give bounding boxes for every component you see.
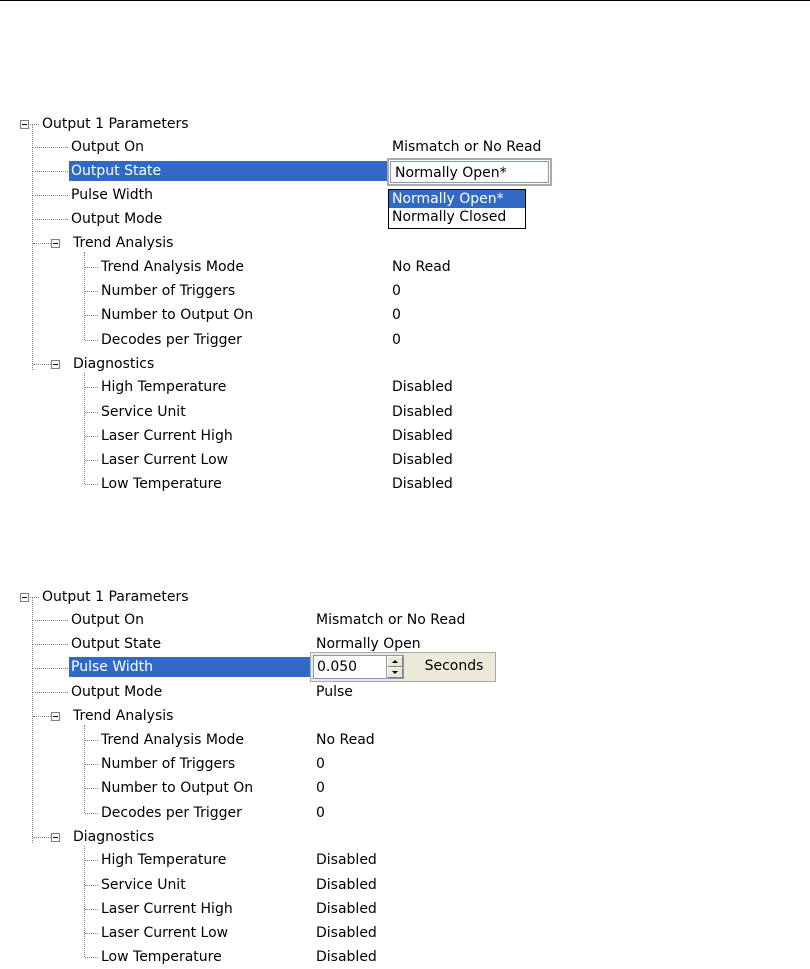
tree-item-number-to-output-on[interactable]: Number to Output On <box>101 307 254 323</box>
tree-connector <box>33 644 68 645</box>
tree-item-pulse-width[interactable]: Pulse Width <box>69 657 311 677</box>
value-number-of-triggers: 0 <box>392 283 401 299</box>
tree-item-output-mode[interactable]: Output Mode <box>71 684 163 700</box>
tree-connector <box>85 340 98 341</box>
tree-connector <box>85 387 98 388</box>
tree-item-output-mode[interactable]: Output Mode <box>71 211 163 227</box>
pulse-width-spinner <box>386 656 403 678</box>
tree-item-service-unit[interactable]: Service Unit <box>101 877 186 893</box>
value-output-state: Normally Open <box>316 636 421 652</box>
page-top-rule <box>0 0 810 1</box>
tree-connector <box>84 252 85 340</box>
tree-connector <box>85 412 98 413</box>
value-output-on: Mismatch or No Read <box>392 139 542 155</box>
value-service-unit: Disabled <box>392 404 453 420</box>
pulse-width-editor <box>310 652 496 682</box>
tree-item-number-of-triggers[interactable]: Number of Triggers <box>101 756 236 772</box>
tree-connector <box>33 692 68 693</box>
tree-connector <box>33 219 68 220</box>
tree-connector <box>85 860 98 861</box>
value-high-temperature: Disabled <box>392 379 453 395</box>
tree-item-decodes-per-trigger[interactable]: Decodes per Trigger <box>101 805 242 821</box>
tree-connector <box>85 788 98 789</box>
tree-connector <box>84 725 85 813</box>
value-number-to-output-on: 0 <box>316 780 325 796</box>
pulse-width-input[interactable]: 0.050 <box>313 655 404 679</box>
tree-connector <box>33 668 68 669</box>
tree-connector <box>85 909 98 910</box>
value-laser-current-high: Disabled <box>316 901 377 917</box>
tree-item-laser-current-high[interactable]: Laser Current High <box>101 428 233 444</box>
tree-node-trend-analysis[interactable]: Trend Analysis <box>73 708 174 724</box>
tree-item-pulse-width[interactable]: Pulse Width <box>71 187 153 203</box>
tree-item-output-on[interactable]: Output On <box>71 139 144 155</box>
tree-connector <box>32 597 33 843</box>
tree-connector <box>33 171 68 172</box>
tree-connector <box>85 764 98 765</box>
tree-connector <box>84 846 85 957</box>
tree-node-output-1-parameters[interactable]: Output 1 Parameters <box>42 116 189 132</box>
tree-connector <box>85 933 98 934</box>
tree-item-laser-current-high[interactable]: Laser Current High <box>101 901 233 917</box>
value-decodes-per-trigger: 0 <box>316 805 325 821</box>
tree-item-low-temperature[interactable]: Low Temperature <box>101 949 222 965</box>
tree-connector <box>85 460 98 461</box>
tree-connector <box>33 195 68 196</box>
value-trend-analysis-mode: No Read <box>316 732 375 748</box>
tree-connector <box>85 436 98 437</box>
seconds-unit-label: Seconds <box>415 655 493 679</box>
tree-connector <box>32 124 33 370</box>
tree-item-output-state[interactable]: Output State <box>71 636 162 652</box>
tree-item-high-temperature[interactable]: High Temperature <box>101 852 227 868</box>
tree-node-output-1-parameters[interactable]: Output 1 Parameters <box>42 589 189 605</box>
tree-item-trend-analysis-mode[interactable]: Trend Analysis Mode <box>101 732 245 748</box>
tree-node-diagnostics[interactable]: Diagnostics <box>73 356 155 372</box>
tree-connector <box>85 291 98 292</box>
value-service-unit: Disabled <box>316 877 377 893</box>
collapse-icon[interactable] <box>51 712 60 721</box>
tree-item-number-to-output-on[interactable]: Number to Output On <box>101 780 254 796</box>
tree-node-trend-analysis[interactable]: Trend Analysis <box>73 235 174 251</box>
tree-item-laser-current-low[interactable]: Laser Current Low <box>101 925 229 941</box>
tree-connector <box>85 315 98 316</box>
tree-node-diagnostics[interactable]: Diagnostics <box>73 829 155 845</box>
tree-item-laser-current-low[interactable]: Laser Current Low <box>101 452 229 468</box>
value-laser-current-low: Disabled <box>316 925 377 941</box>
tree-item-low-temperature[interactable]: Low Temperature <box>101 476 222 492</box>
value-output-on: Mismatch or No Read <box>316 612 466 628</box>
collapse-icon[interactable] <box>20 120 29 129</box>
spin-up-icon[interactable] <box>387 656 403 667</box>
collapse-icon[interactable] <box>20 593 29 602</box>
tree-connector <box>85 885 98 886</box>
tree-connector <box>85 957 98 958</box>
option-normally-closed[interactable]: Normally Closed <box>392 209 507 225</box>
tree-connector <box>84 373 85 484</box>
tree-item-decodes-per-trigger[interactable]: Decodes per Trigger <box>101 332 242 348</box>
tree-connector <box>33 147 68 148</box>
spin-down-icon[interactable] <box>387 667 403 678</box>
option-normally-open[interactable]: Normally Open* <box>389 190 525 208</box>
tree-connector <box>85 267 98 268</box>
output-state-combo[interactable]: Normally Open* <box>390 161 549 183</box>
output-state-combo-frame <box>387 158 552 186</box>
tree-item-output-state[interactable]: Output State <box>69 161 387 181</box>
tree-connector <box>85 813 98 814</box>
collapse-icon[interactable] <box>51 360 60 369</box>
value-laser-current-high: Disabled <box>392 428 453 444</box>
tree-item-output-on[interactable]: Output On <box>71 612 144 628</box>
tree-item-service-unit[interactable]: Service Unit <box>101 404 186 420</box>
tree-connector <box>85 740 98 741</box>
tree-item-high-temperature[interactable]: High Temperature <box>101 379 227 395</box>
tree-connector <box>85 484 98 485</box>
value-low-temperature: Disabled <box>316 949 377 965</box>
value-number-of-triggers: 0 <box>316 756 325 772</box>
value-trend-analysis-mode: No Read <box>392 259 451 275</box>
collapse-icon[interactable] <box>51 239 60 248</box>
tree-item-trend-analysis-mode[interactable]: Trend Analysis Mode <box>101 259 245 275</box>
value-high-temperature: Disabled <box>316 852 377 868</box>
value-decodes-per-trigger: 0 <box>392 332 401 348</box>
tree-connector <box>33 620 68 621</box>
value-output-mode: Pulse <box>316 684 353 700</box>
tree-item-number-of-triggers[interactable]: Number of Triggers <box>101 283 236 299</box>
value-low-temperature: Disabled <box>392 476 453 492</box>
output-state-dropdown-list <box>388 189 526 229</box>
value-laser-current-low: Disabled <box>392 452 453 468</box>
value-number-to-output-on: 0 <box>392 307 401 323</box>
collapse-icon[interactable] <box>51 833 60 842</box>
